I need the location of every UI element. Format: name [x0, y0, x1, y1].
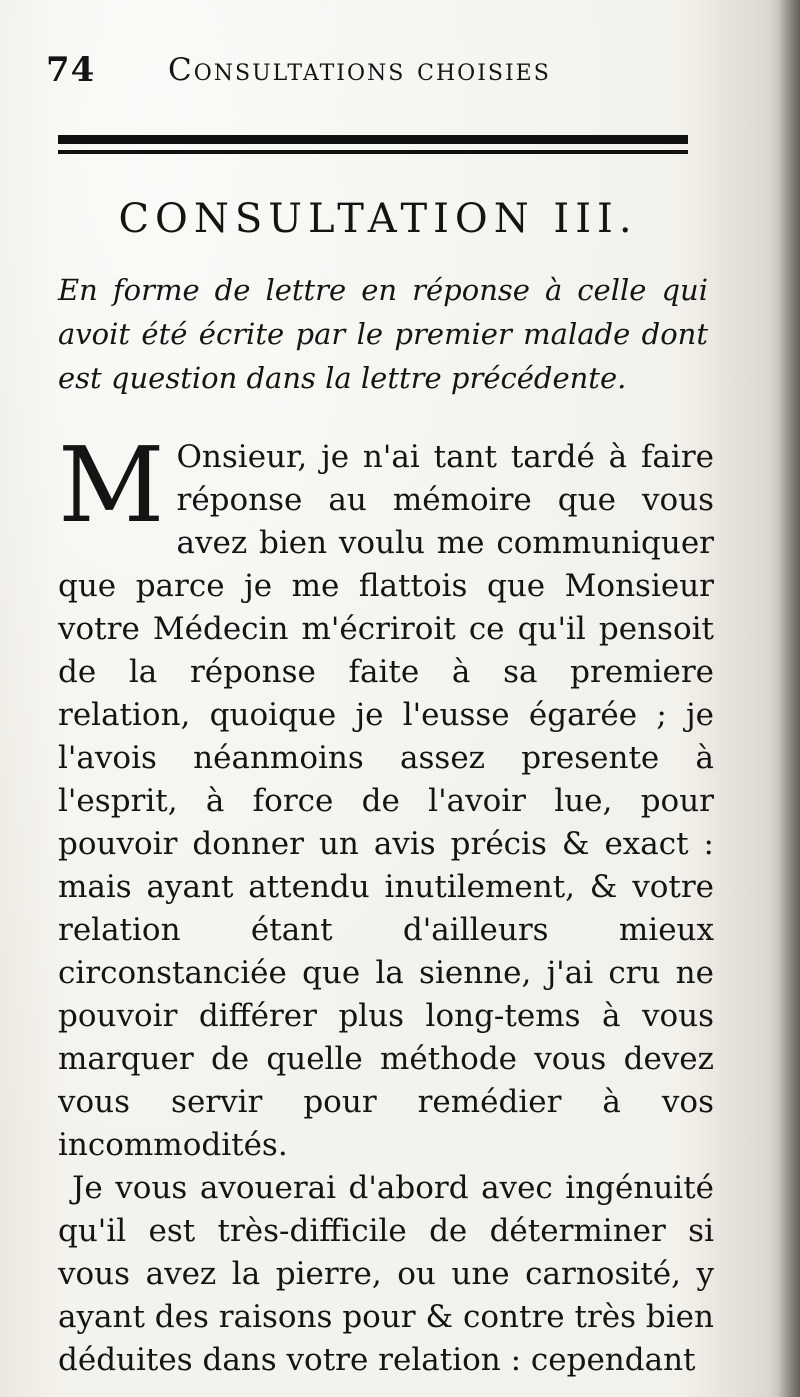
section-heading: CONSULTATION III.	[118, 196, 638, 242]
paragraph-1-text: Onsieur, je n'ai tant tardé à faire réponse au mémoire que vous avez bien voulu me communiquer que parce je me flattois que Monsieur votre Médecin m'écriroit ce qu'il pensoit de la réponse faite à sa premiere relation, quoique je l'eusse égarée ; je l'avois néanmoins assez presente à l'esprit, à force de l'avoir lue, pour pouvoir donner un avis précis & exact : mais ayant attendu inutilement, & votre relation étant d'ailleurs mieux circonstanciée que la sienne, j'ai cru ne pouvoir différer plus long-tems à vous marquer de quelle méthode vous devez vous servir pour remédier à vos incommodités.	[58, 439, 714, 1163]
header-rule-thin	[58, 150, 688, 154]
running-title: Consultations choisies	[168, 52, 551, 88]
section-subtitle: En forme de lettre en réponse à celle qui avoit été écrite par le premier malade dont est question dans la lettre précédente.	[58, 273, 708, 395]
paragraph-2: Je vous avouerai d'abord avec ingénuité qu'il est très-difficile de déterminer si vous avez la pierre, ou une carnosité, y ayant des raisons pour & contre très bien déduites dans votre relation : cependant	[58, 1170, 714, 1378]
page-header	[46, 50, 696, 100]
body-text	[58, 424, 714, 1382]
drop-cap: M	[58, 424, 165, 546]
header-rule-thick	[58, 135, 688, 144]
paragraph-1	[58, 424, 714, 1167]
binding-shadow	[778, 0, 800, 1397]
page-number: 74	[46, 50, 96, 90]
